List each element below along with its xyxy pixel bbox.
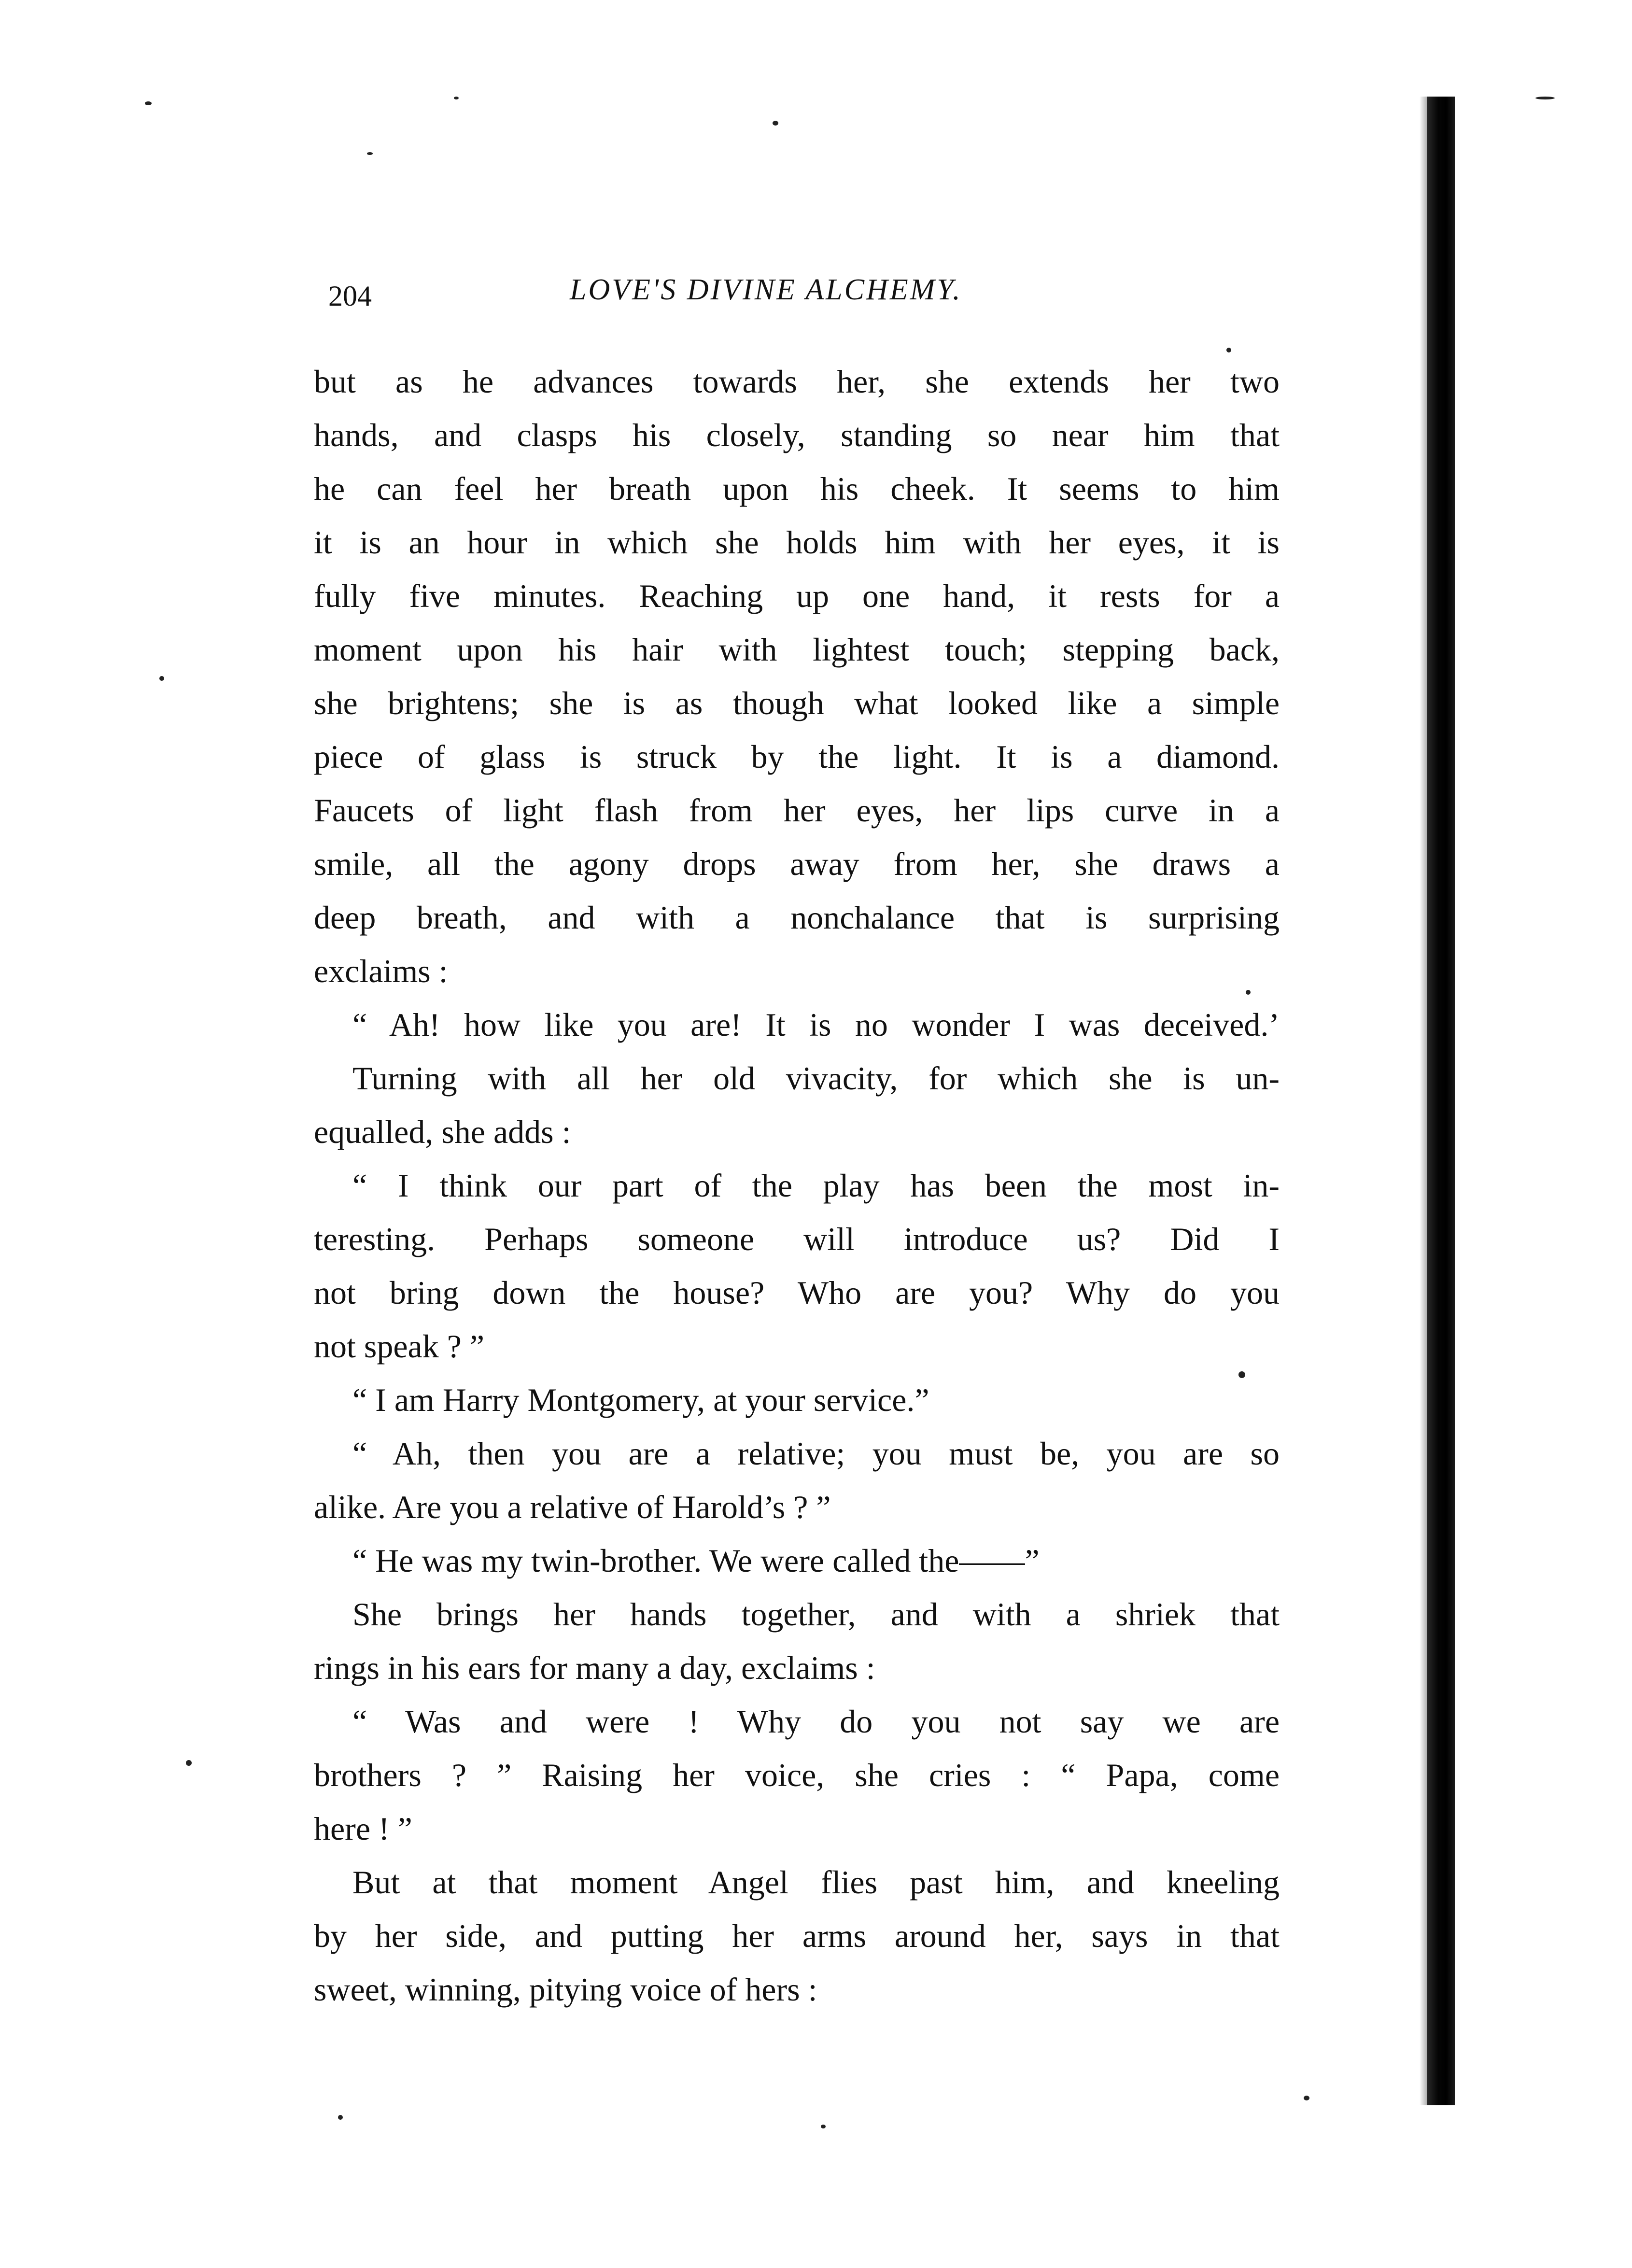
text-line: equalled, she adds : (314, 1113, 571, 1150)
text-line: “ I think our part of the play has been the most in- (352, 1167, 1280, 1204)
text-line: “ Ah, then you are a relative; you must be, you are so (352, 1435, 1280, 1472)
scan-speck (1304, 2096, 1309, 2100)
scan-speck (145, 101, 152, 105)
text-line: but as he advances towards her, she extends her two (314, 363, 1280, 400)
text-line: “ I am Harry Montgomery, at your service.” (352, 1381, 929, 1418)
text-line: it is an hour in which she holds him with her eyes, it is (314, 524, 1280, 561)
text-line: alike. Are you a relative of Harold’s ? ” (314, 1489, 831, 1525)
text-line: not speak ? ” (314, 1328, 485, 1365)
text-line: fully five minutes. Reaching up one hand, it rests for a (314, 578, 1280, 614)
text-line: deep breath, and with a nonchalance that is surprising (314, 899, 1280, 936)
scan-speck (821, 2125, 826, 2128)
text-line: But at that moment Angel flies past him, and kneeling (352, 1864, 1280, 1901)
text-line: piece of glass is struck by the light. It is a diamond. (314, 738, 1280, 775)
text-line: She brings her hands together, and with a shriek that (352, 1596, 1280, 1633)
page-header (328, 273, 1062, 316)
text-line: Faucets of light flash from her eyes, her lips curve in a (314, 792, 1280, 829)
scan-speck (367, 152, 373, 155)
text-line: “ Ah! how like you are! It is no wonder I was deceived.’ (352, 1006, 1280, 1043)
text-line: “ He was my twin-brother. We were called the——” (352, 1542, 1040, 1579)
text-line: hands, and clasps his closely, standing so near him that (314, 417, 1280, 453)
scan-speck (454, 97, 459, 99)
text-line: sweet, winning, pitying voice of hers : (314, 1971, 817, 2008)
scan-speck (159, 676, 164, 681)
scan-speck (1226, 348, 1231, 352)
text-line: “ Was and were ! Why do you not say we are (352, 1703, 1280, 1740)
scan-speck (1535, 97, 1555, 99)
text-line: she brightens; she is as though what looked like a simple (314, 685, 1280, 721)
text-line: he can feel her breath upon his cheek. It seems to him (314, 470, 1280, 507)
text-line: moment upon his hair with lightest touch; stepping back, (314, 631, 1280, 668)
page-number: 204 (328, 280, 372, 312)
text-line: here ! ” (314, 1810, 412, 1847)
scan-speck (773, 121, 778, 126)
body-text (314, 355, 1280, 2016)
text-line: teresting. Perhaps someone will introduce us? Did I (314, 1221, 1280, 1257)
text-line: not bring down the house? Who are you? Why do you (314, 1274, 1280, 1311)
binding-edge (1427, 97, 1455, 2105)
scan-speck (186, 1760, 192, 1766)
text-line: Turning with all her old vivacity, for which she is un- (352, 1060, 1280, 1097)
text-line: by her side, and putting her arms around her, says in that (314, 1917, 1280, 1954)
text-line: brothers ? ” Raising her voice, she cries : “ Papa, come (314, 1757, 1280, 1793)
text-line: smile, all the agony drops away from her, she draws a (314, 845, 1280, 882)
text-line: rings in his ears for many a day, exclaims : (314, 1649, 875, 1686)
text-line: exclaims : (314, 953, 448, 989)
running-title: LOVE'S DIVINE ALCHEMY. (570, 273, 962, 306)
scan-speck (338, 2115, 343, 2120)
